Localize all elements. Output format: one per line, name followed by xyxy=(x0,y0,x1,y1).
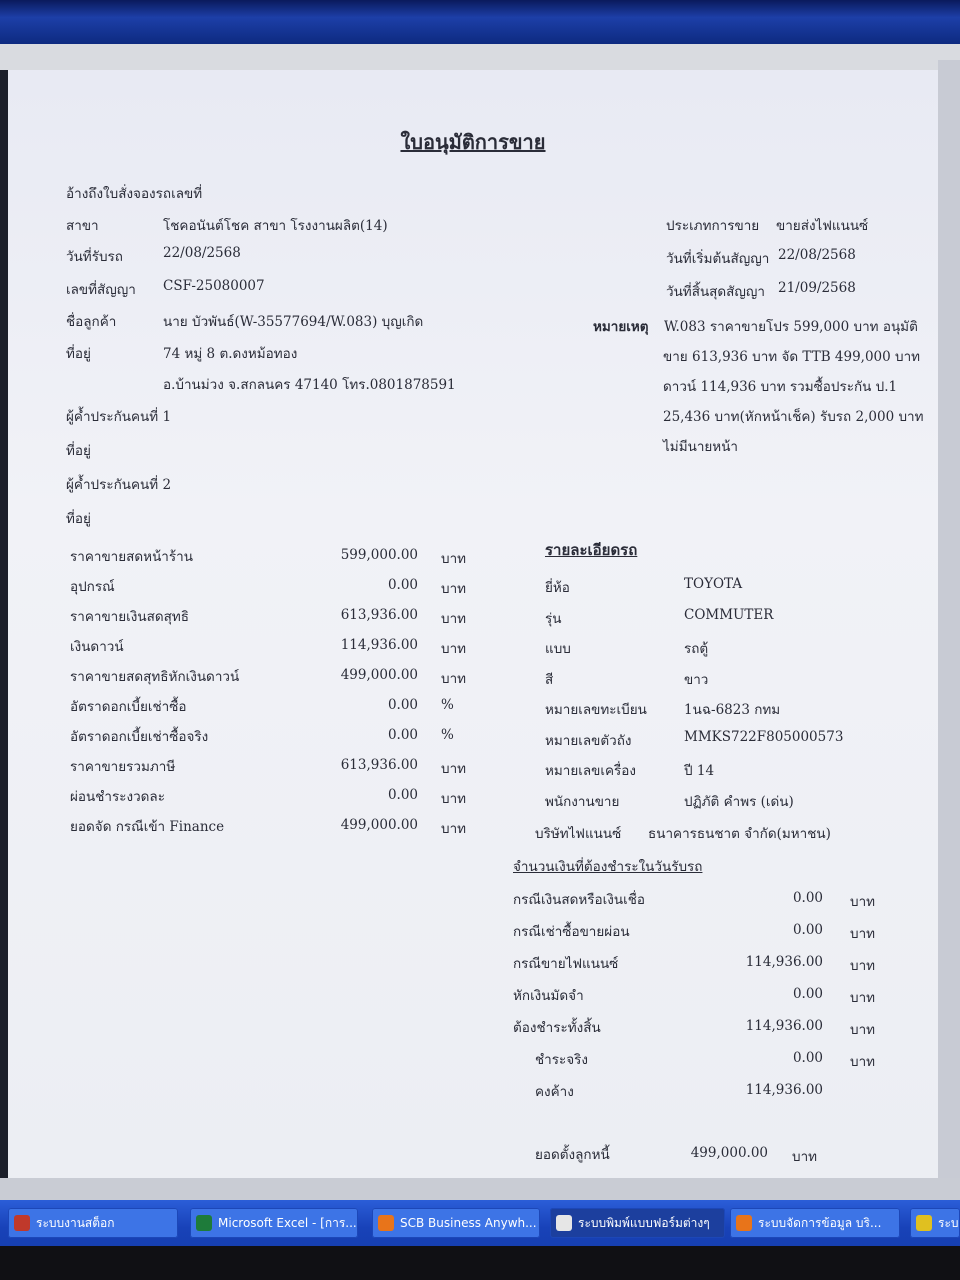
car-row-value: 1นฉ-6823 กทม xyxy=(684,702,781,718)
field-label: ประเภทการขาย xyxy=(666,218,760,234)
field-value: นาย บัวพันธ์(W-35577694/W.083) บุญเกิด xyxy=(163,314,424,330)
taskbar-button-label: ระบบงานสต็อก xyxy=(36,1216,115,1230)
field-label: วันที่เริ่มต้นสัญญา xyxy=(666,251,770,267)
car-row-label: พนักงานขาย xyxy=(545,793,620,810)
payment-row-label: กรณีเงินสดหรือเงินเชื่อ xyxy=(513,892,645,908)
car-row-value: COMMUTER xyxy=(684,606,774,623)
taskbar-button-label: ระบบพิมพ์แบบฟอร์มต่างๆ xyxy=(578,1216,710,1230)
note-line: W.083 ราคาขายโปร 599,000 บาท อนุมัติ xyxy=(664,319,918,335)
car-row-value: ขาว xyxy=(684,671,709,688)
field-value: ขายส่งไฟแนนซ์ xyxy=(776,218,869,234)
total-debt-label: ยอดตั้งลูกหนี้ xyxy=(535,1147,610,1163)
car-row-label: หมายเลขทะเบียน xyxy=(545,702,647,718)
field-label: ผู้ค้ำประกันคนที่ 2 xyxy=(66,477,172,493)
field-value: โชคอนันต์โชค สาขา โรงงานผลิต(14) xyxy=(163,218,388,234)
payment-row-value: 114,936.00 xyxy=(745,1018,823,1034)
app-icon xyxy=(916,1215,932,1231)
note-line: ดาวน์ 114,936 บาท รวมซื้อประกัน ป.1 xyxy=(663,379,898,395)
field-label: ชื่อลูกค้า xyxy=(66,314,117,330)
payment-row-unit: บาท xyxy=(850,1022,876,1038)
car-row-label: แบบ xyxy=(545,641,571,657)
taskbar-button[interactable] xyxy=(730,1208,900,1238)
price-row-value: 499,000.00 xyxy=(340,817,418,833)
reference-label: อ้างถึงใบสั่งจองรถเลขที่ xyxy=(66,186,203,202)
price-row-label: ยอดจัด กรณีเข้า Finance xyxy=(70,819,225,835)
field-value: CSF-25080007 xyxy=(163,278,265,294)
taskbar-button[interactable] xyxy=(910,1208,960,1238)
payment-row-value: 114,936.00 xyxy=(745,1082,823,1098)
car-row-value: MMKS722F805000573 xyxy=(684,728,844,745)
taskbar-button[interactable] xyxy=(550,1208,725,1238)
taskbar-button[interactable] xyxy=(8,1208,178,1238)
payment-row-label: กรณีขายไฟแนนซ์ xyxy=(513,956,619,972)
payment-row-value: 0.00 xyxy=(792,1050,823,1066)
window-bottom-edge xyxy=(0,1178,960,1200)
payment-row-value: 0.00 xyxy=(792,890,823,906)
price-row-value: 0.00 xyxy=(387,787,418,803)
car-row-label: ยี่ห้อ xyxy=(545,580,570,596)
price-row-unit: บาท xyxy=(441,581,467,597)
finance-company-label: บริษัทไฟแนนซ์ xyxy=(535,826,622,842)
payment-row-label: กรณีเช่าซื้อขายผ่อน xyxy=(513,924,630,940)
field-label: ที่อยู่ xyxy=(66,346,91,362)
taskbar-button[interactable] xyxy=(190,1208,358,1238)
payment-row-label: คงค้าง xyxy=(535,1084,574,1100)
field-label: วันที่สิ้นสุดสัญญา xyxy=(666,284,766,300)
taskbar-button-label: ระบบจัดการข้อมูล บริ... xyxy=(758,1216,882,1230)
taskbar-button-label: SCB Business Anywh... xyxy=(400,1216,537,1230)
price-row-unit: % xyxy=(441,727,454,743)
note-label: หมายเหตุ xyxy=(593,319,649,335)
document-title: ใบอนุมัติการขาย xyxy=(400,130,546,154)
field-value: 22/08/2568 xyxy=(163,245,241,261)
car-row-label: หมายเลขตัวถัง xyxy=(545,732,632,749)
price-row-unit: % xyxy=(441,697,454,713)
price-row-value: 0.00 xyxy=(387,577,418,593)
price-row-unit: บาท xyxy=(441,611,467,627)
note-line: ไม่มีนายหน้า xyxy=(663,439,739,455)
payment-row-unit: บาท xyxy=(850,1054,876,1070)
car-row-value: ปี 14 xyxy=(684,763,715,779)
monitor-bezel-top xyxy=(0,0,960,44)
price-row-value: 114,936.00 xyxy=(340,637,418,653)
price-row-label: เงินดาวน์ xyxy=(70,639,124,655)
payment-row-label: ชำระจริง xyxy=(535,1052,588,1068)
price-row-value: 0.00 xyxy=(387,697,418,713)
note-line: 25,436 บาท(หักหน้าเช็ค) รับรถ 2,000 บาท xyxy=(663,409,924,425)
car-row-label: รุ่น xyxy=(545,610,562,627)
payment-section-title: จำนวนเงินที่ต้องชำระในวันรับรถ xyxy=(513,859,703,875)
payment-row-unit: บาท xyxy=(850,894,876,910)
taskbar-button-label: Microsoft Excel - [การ... xyxy=(218,1216,357,1230)
price-row-unit: บาท xyxy=(441,551,467,567)
total-debt-value: 499,000.00 xyxy=(690,1145,768,1161)
price-row-label: อัตราดอกเบี้ยเช่าซื้อ xyxy=(70,699,187,715)
note-line: ขาย 613,936 บาท จัด TTB 499,000 บาท xyxy=(663,349,921,365)
price-row-label: ราคาขายสดหน้าร้าน xyxy=(70,549,193,565)
payment-row-value: 0.00 xyxy=(792,922,823,938)
price-row-value: 499,000.00 xyxy=(340,667,418,683)
price-row-label: ผ่อนชำระงวดละ xyxy=(70,789,165,805)
car-row-label: หมายเลขเครื่อง xyxy=(545,763,636,779)
price-row-label: ราคาขายสดสุทธิหักเงินดาวน์ xyxy=(70,669,240,685)
payment-row-unit: บาท xyxy=(850,958,876,974)
total-debt-unit: บาท xyxy=(792,1149,818,1165)
stock-app-icon xyxy=(14,1215,30,1231)
field-label: วันที่รับรถ xyxy=(66,249,123,265)
finance-company-value: ธนาคารธนชาต จำกัด(มหาชน) xyxy=(648,826,831,842)
payment-row-value: 114,936.00 xyxy=(745,954,823,970)
car-details-title: รายละเอียดรถ xyxy=(545,541,638,559)
window-right-edge xyxy=(938,60,960,1190)
car-row-value: รถตู้ xyxy=(684,641,709,657)
price-row-label: ราคาขายรวมภาษี xyxy=(70,759,176,775)
price-row-unit: บาท xyxy=(441,791,467,807)
price-row-unit: บาท xyxy=(441,641,467,657)
price-row-label: อุปกรณ์ xyxy=(70,579,115,595)
car-row-value: ปฏิภัติ คำพร (เด่น) xyxy=(684,793,794,810)
taskbar-button-label: ระบ xyxy=(938,1216,959,1230)
window-top-edge xyxy=(0,44,960,70)
field-value: อ.บ้านม่วง จ.สกลนคร 47140 โทร.0801878591 xyxy=(163,377,456,393)
field-label: ที่อยู่ xyxy=(66,511,91,527)
payment-row-label: หักเงินมัดจำ xyxy=(513,988,584,1004)
price-row-value: 599,000.00 xyxy=(340,547,418,563)
price-row-value: 0.00 xyxy=(387,727,418,743)
car-row-label: สี xyxy=(545,671,554,688)
field-value: 21/09/2568 xyxy=(778,280,856,296)
price-row-label: ราคาขายเงินสดสุทธิ xyxy=(70,609,189,625)
payment-row-unit: บาท xyxy=(850,990,876,1006)
payment-row-unit: บาท xyxy=(850,926,876,942)
field-label: สาขา xyxy=(66,218,99,234)
payment-row-label: ต้องชำระทั้งสิ้น xyxy=(513,1020,601,1036)
field-label: ที่อยู่ xyxy=(66,443,91,459)
field-label: ผู้ค้ำประกันคนที่ 1 xyxy=(66,409,172,425)
payment-row-value: 0.00 xyxy=(792,986,823,1002)
excel-icon xyxy=(196,1215,212,1231)
car-row-value: TOYOTA xyxy=(684,576,743,592)
price-row-unit: บาท xyxy=(441,761,467,777)
firefox-icon xyxy=(736,1215,752,1231)
price-row-label: อัตราดอกเบี้ยเช่าซื้อจริง xyxy=(70,729,209,745)
document-page xyxy=(8,70,938,1178)
taskbar-button[interactable] xyxy=(372,1208,540,1238)
field-value: 74 หมู่ 8 ต.ดงหม้อทอง xyxy=(163,346,298,362)
form-app-icon xyxy=(556,1215,572,1231)
firefox-icon xyxy=(378,1215,394,1231)
field-label: เลขที่สัญญา xyxy=(66,282,136,298)
price-row-value: 613,936.00 xyxy=(340,607,418,623)
monitor-bezel-bottom xyxy=(0,1246,960,1280)
price-row-value: 613,936.00 xyxy=(340,757,418,773)
price-row-unit: บาท xyxy=(441,821,467,837)
field-value: 22/08/2568 xyxy=(778,247,856,263)
price-row-unit: บาท xyxy=(441,671,467,687)
